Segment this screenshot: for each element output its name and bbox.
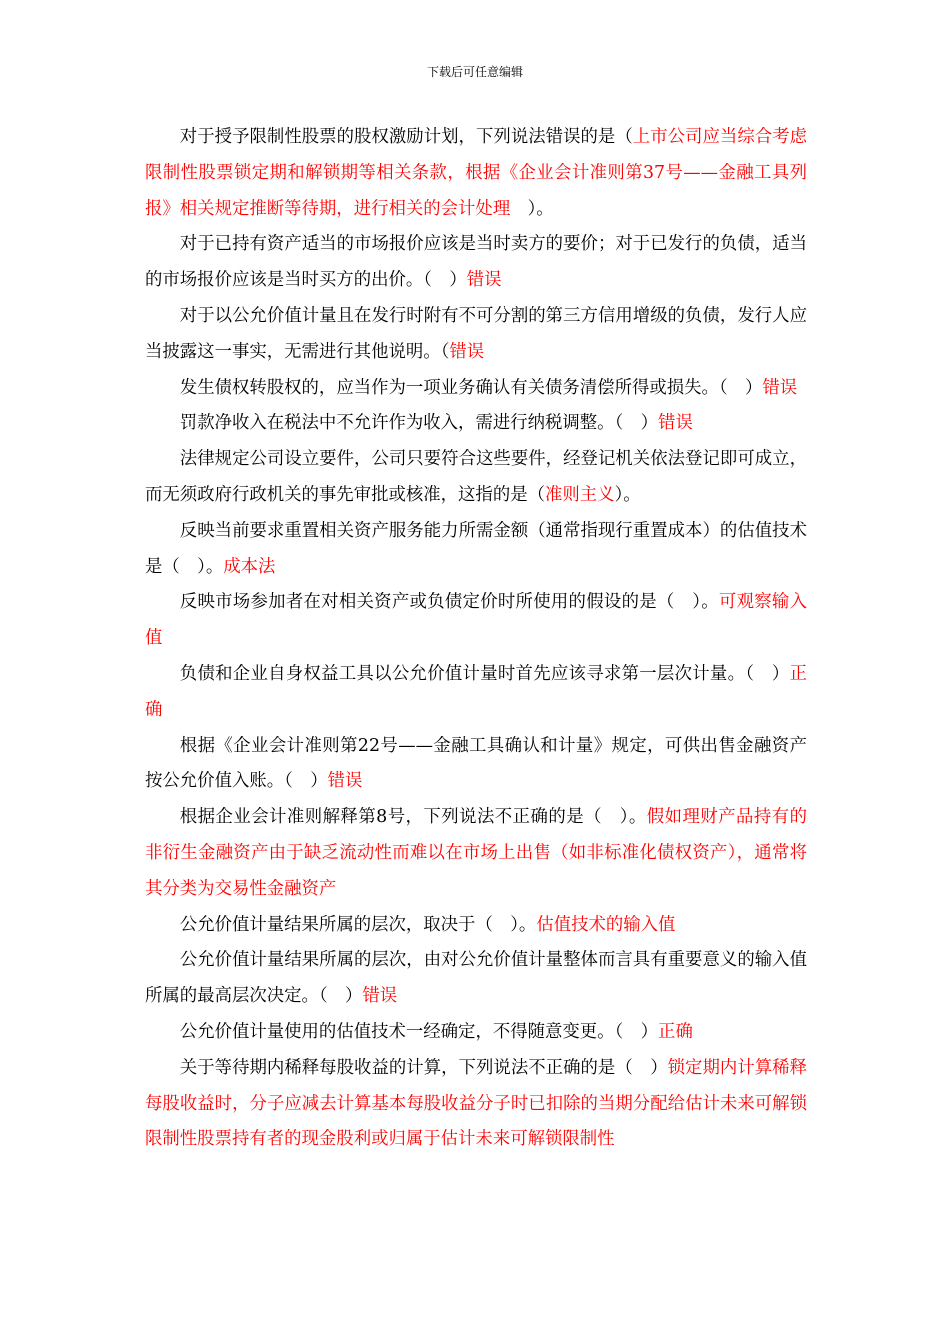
answer-text: 错误	[327, 771, 363, 792]
question-paragraph	[145, 585, 807, 657]
answer-text: 错误	[466, 270, 502, 291]
answer-text: 正确	[658, 1021, 693, 1042]
question-text: 反映当前要求重置相关资产服务能力所需金额（通常指现行重置成本）的估值技术是（ ）。	[145, 520, 807, 577]
question-text: 对于授予限制性股票的股权激励计划，下列说法错误的是（	[179, 127, 633, 147]
answer-text: 准则主义	[545, 484, 615, 505]
answer-text: 假如理财产品持有的非衍生金融资产由于缺乏流动性而难以在市场上出售（如非标准化债权资产），通常将其分类为交易性金融资产	[145, 807, 807, 899]
question-text: 负债和企业自身权益工具以公允价值计量时首先应该寻求第一层次计量。（ ）	[179, 663, 790, 684]
question-text: 根据《企业会计准则第22号——金融工具确认和计量》规定，可供出售金融资产按公允价值入账。（ ）	[145, 735, 807, 792]
question-paragraph	[145, 657, 807, 729]
question-paragraph	[145, 371, 807, 407]
question-paragraph	[145, 800, 807, 907]
question-paragraph	[145, 227, 807, 299]
question-paragraph	[145, 908, 807, 944]
document-body	[145, 120, 807, 1158]
answer-text: 错误	[362, 986, 398, 1007]
question-paragraph	[145, 514, 807, 586]
question-text: 发生债权转股权的，应当作为一项业务确认有关债务清偿所得或损失。（ ）	[179, 377, 763, 398]
answer-text: 错误	[762, 377, 798, 398]
question-text: 公允价值计量使用的估值技术一经确定，不得随意变更。（ ）	[179, 1021, 659, 1042]
question-text: 法律规定公司设立要件，公司只要符合这些要件，经登记机关依法登记即可成立，而无须政府行政机关的事先审批或核准，这指的是（	[145, 449, 807, 505]
question-tail: ）。	[510, 198, 554, 219]
answer-text: 错误	[449, 341, 485, 362]
question-paragraph	[145, 120, 807, 227]
answer-text: 错误	[658, 413, 693, 434]
question-text: 根据企业会计准则解释第8号，下列说法不正确的是（ ）。	[179, 807, 647, 828]
question-tail: ）。	[614, 484, 641, 505]
page-header: 下载后可任意编辑	[426, 65, 523, 79]
question-text: 罚款净收入在税法中不允许作为收入，需进行纳税调整。（ ）	[179, 413, 659, 434]
question-paragraph	[145, 1015, 807, 1051]
answer-text: 锁定期内计算稀释每股收益时，分子应减去计算基本每股收益分子时已扣除的当期分配给估计未来可解锁限制性股票持有者的现金股利或归属于估计未来可解锁限制性	[145, 1057, 807, 1150]
question-paragraph	[145, 442, 807, 514]
answer-text: 估值技术的输入值	[536, 914, 676, 935]
question-text: 对于已持有资产适当的市场报价应该是当时卖方的要价；对于已发行的负债，适当的市场报价应该是当时买方的出价。（ ）	[145, 234, 807, 291]
question-paragraph	[145, 943, 807, 1015]
question-paragraph	[145, 1051, 807, 1158]
question-text: 公允价值计量结果所属的层次，取决于（ ）。	[179, 914, 537, 935]
answer-text: 正确	[145, 663, 807, 720]
question-paragraph	[145, 406, 807, 442]
answer-text: 可观察输入值	[145, 592, 807, 649]
question-paragraph	[145, 299, 807, 371]
question-text: 公允价值计量结果所属的层次，由对公允价值计量整体而言具有重要意义的输入值所属的最高层次决定。（ ）	[145, 950, 807, 1007]
answer-text: 成本法	[223, 556, 276, 577]
answer-text: 上市公司应当综合考虑限制性股票锁定期和解锁期等相关条款，根据《企业会计准则第37号——金融工具列报》相关规定推断等待期，进行相关的会计处理	[145, 127, 807, 219]
question-text: 对于以公允价值计量且在发行时附有不可分割的第三方信用增级的负债，发行人应当披露这一事实，无需进行其他说明。（	[145, 305, 807, 362]
question-paragraph	[145, 729, 807, 801]
question-text: 关于等待期内稀释每股收益的计算，下列说法不正确的是（ ）	[179, 1057, 668, 1078]
question-text: 反映市场参加者在对相关资产或负债定价时所使用的假设的是（ ）。	[179, 592, 719, 613]
